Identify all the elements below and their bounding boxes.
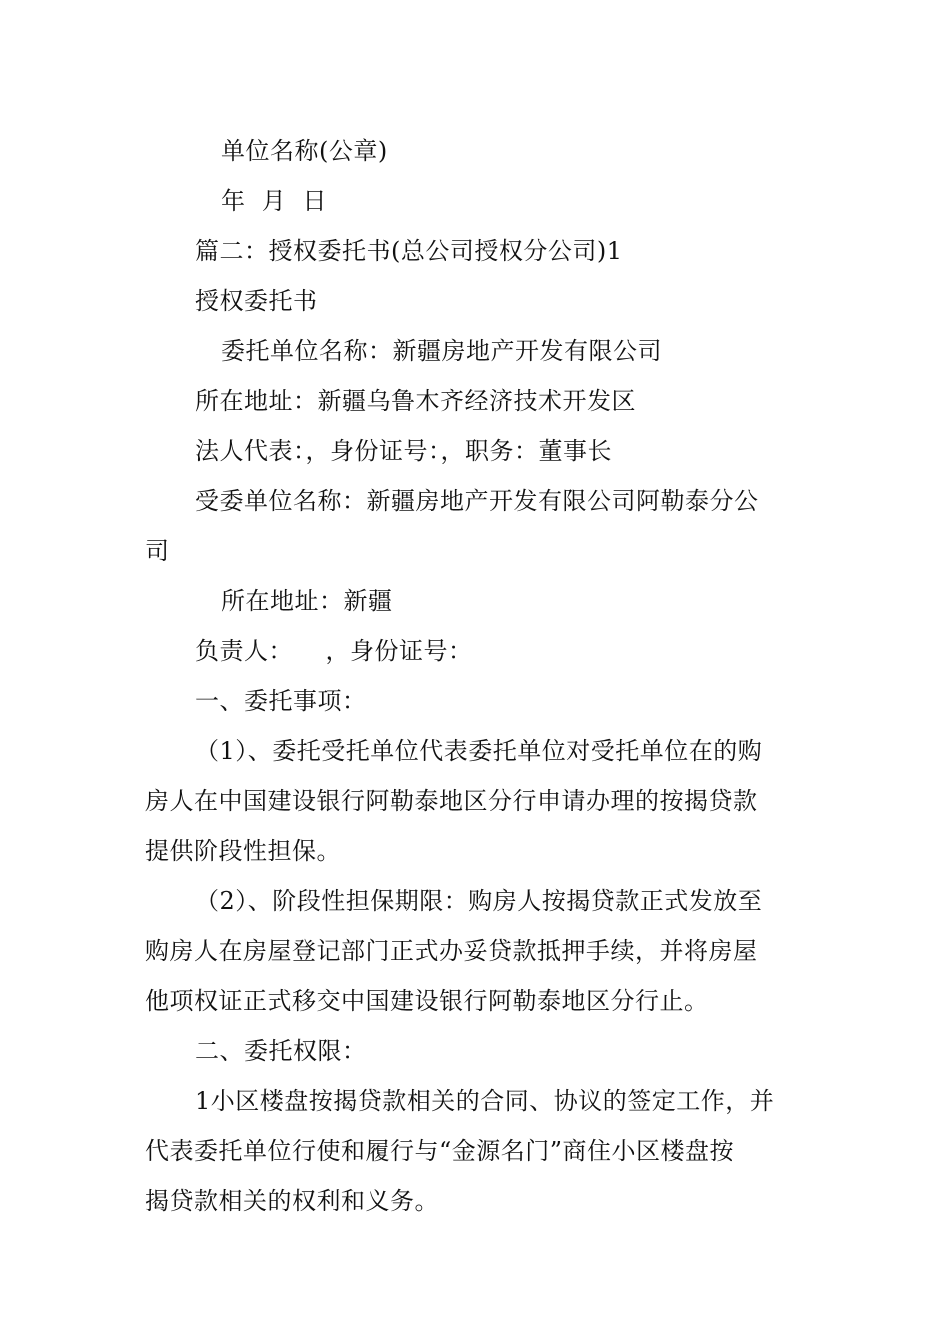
date-line: 年 月 日 [221,187,328,215]
authority-line-3: 揭贷款相关的权利和义务。 [145,1187,439,1215]
principal-unit-name: 委托单位名称：新疆房地产开发有限公司 [221,337,662,365]
section-matters-heading: 一、委托事项： [195,687,367,715]
unit-name-seal: 单位名称(公章) [221,137,388,165]
legal-representative: 法人代表：，身份证号：，职务：董事长 [195,437,612,465]
person-in-charge: 负责人： ，身份证号： [195,637,473,665]
matter-1-line-1: （1）、委托受托单位代表委托单位对受托单位在的购 [195,737,763,765]
authority-line-2: 代表委托单位行使和履行与“金源名门”商住小区楼盘按 [145,1137,735,1165]
matter-1-line-2: 房人在中国建设银行阿勒泰地区分行申请办理的按揭贷款 [145,787,758,815]
letter-title: 授权委托书 [195,287,318,315]
matter-2-line-1: （2）、阶段性担保期限：购房人按揭贷款正式发放至 [195,887,763,915]
matter-2-line-3: 他项权证正式移交中国建设银行阿勒泰地区分行止。 [145,987,709,1015]
agent-unit-name-cont: 司 [145,537,170,565]
principal-address: 所在地址：新疆乌鲁木齐经济技术开发区 [195,387,636,415]
section-authority-heading: 二、委托权限： [195,1037,367,1065]
matter-1-line-3: 提供阶段性担保。 [145,837,341,865]
agent-address: 所在地址：新疆 [221,587,393,615]
matter-2-line-2: 购房人在房屋登记部门正式办妥贷款抵押手续，并将房屋 [145,937,758,965]
section-two-heading: 篇二：授权委托书(总公司授权分公司)1 [195,237,623,265]
authority-line-1: 1小区楼盘按揭贷款相关的合同、协议的签定工作，并 [195,1087,775,1115]
agent-unit-name: 受委单位名称：新疆房地产开发有限公司阿勒泰分公 [195,487,759,515]
